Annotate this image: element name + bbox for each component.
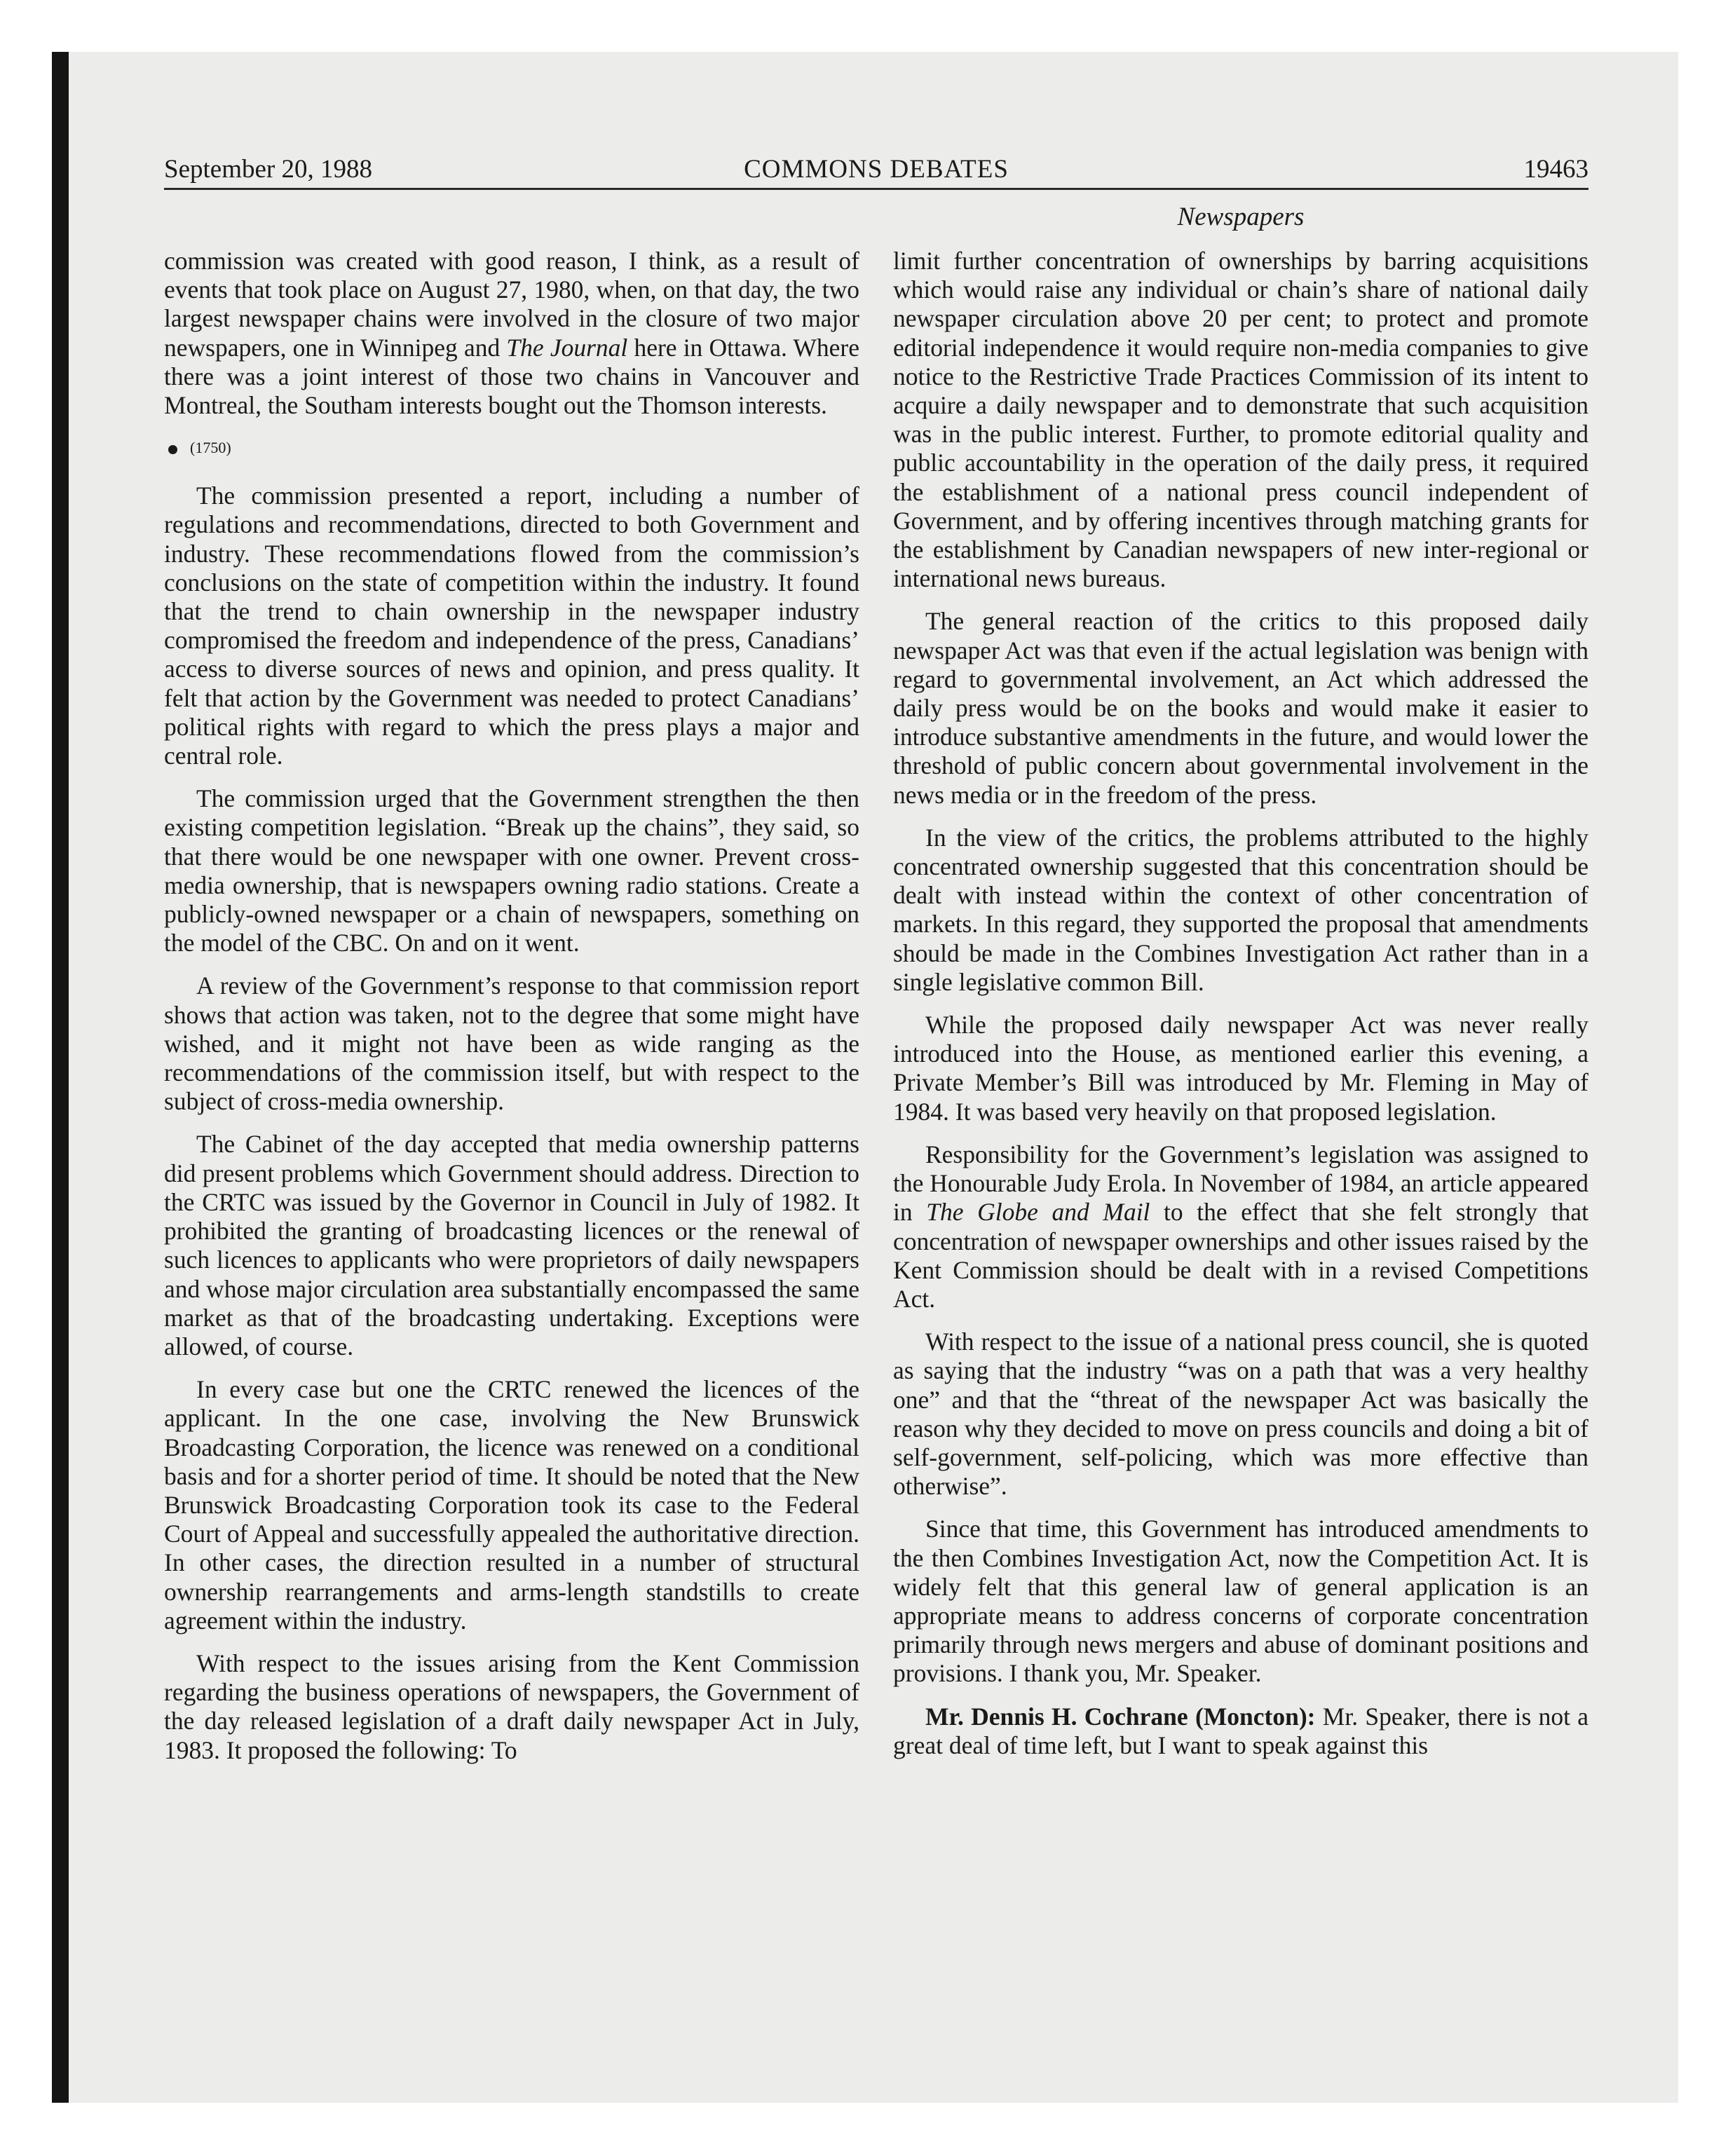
speaker-name: Mr. Dennis H. Cochrane (Moncton): <box>925 1702 1316 1731</box>
right-paragraph-7: Since that time, this Government has introduced amendments to the then Combines Investigation Act, now the Competition Act. It is widely felt that this general law of general application is an appropriate means to address concerns of corporate concentration primarily through news mergers and abuse of dominant positions and provisions. I thank you, Mr. Speaker. <box>893 1515 1588 1688</box>
text-run: to the effect that she felt strongly that concentration of newspaper ownerships and other issues raised by the Kent Commission should be dealt with in a revised Competitions Act. <box>893 1198 1588 1313</box>
page-header <box>164 151 1588 190</box>
right-paragraph-6: With respect to the issue of a national press council, she is quoted as saying that the industry “was on a path that was a very healthy one” and that the “threat of the newspaper Act was basically the reason why they decided to move on press councils and doing a bit of self-government, self-policing, which was more effective than otherwise”. <box>893 1328 1588 1501</box>
newspaper-title-italic: The Globe and Mail <box>926 1198 1150 1227</box>
right-paragraph-5 <box>893 1140 1588 1314</box>
scan-border <box>52 52 69 2103</box>
left-paragraph-7: With respect to the issues arising from the Kent Commission regarding the business operations of newspapers, the Government of the day released legislation of a draft daily newspaper Act in July, 1983. It proposed the following: To <box>164 1649 859 1764</box>
bullet-icon <box>168 445 177 454</box>
text-run: here in Ottawa. Where there was a joint interest of those two chains in Vancouver and Montreal, the Southam interests bought out the Thomson interests. <box>164 333 859 420</box>
left-column <box>164 247 859 1779</box>
right-paragraph-2: The general reaction of the critics to this proposed daily newspaper Act was that even if the actual legislation was benign with regard to governmental involvement, an Act which addressed the daily press would be on the books and would make it easier to introduce substantive amendments in the future, and would lower the threshold of public concern about governmental involvement in the news media or in the freedom of the press. <box>893 607 1588 809</box>
left-paragraph-2: The commission presented a report, including a number of regulations and recommendations, directed to both Government and industry. These recommendations flowed from the commission’s conclusions on the state of competition within the industry. It found that the trend to chain ownership in the newspaper industry compromised the freedom and independence of the press, Canadians’ access to diverse sources of news and opinion, and press quality. It felt that action by the Government was needed to protect Canadians’ political rights with regard to which the press plays a major and central role. <box>164 482 859 770</box>
left-paragraph-6: In every case but one the CRTC renewed the licences of the applicant. In the one case, involving the New Brunswick Broadcasting Corporation, the licence was renewed on a conditional basis and for a shorter period of time. It should be noted that the New Brunswick Broadcasting Corporation took its case to the Federal Court of Appeal and successfully appealed the authoritative direction. In other cases, the direction resulted in a number of structural ownership rearrangements and arms-length standstills to create agreement within the industry. <box>164 1375 859 1635</box>
left-paragraph-3: The commission urged that the Government strengthen the then existing competition legislation. “Break up the chains”, they said, so that there would be one newspaper with one owner. Prevent cross-media ownership, that is newspapers owning radio stations. Create a publicly-owned newspaper or a chain of newspapers, something on the model of the CBC. On and on it went. <box>164 784 859 957</box>
right-paragraph-8 <box>893 1703 1588 1760</box>
newspaper-title-italic: The Journal <box>506 333 628 362</box>
header-journal-title: COMMONS DEBATES <box>744 155 1009 184</box>
left-paragraph-5: The Cabinet of the day accepted that media ownership patterns did present problems which Government should address. Direction to the CRTC was issued by the Governor in Council in July of 1982. It prohibited the granting of broadcasting licences or the renewal of such licences to applicants who were proprietors of daily newspapers and whose major circulation area substantially encompassed the same market as that of the broadcasting undertaking. Exceptions were allowed, of course. <box>164 1130 859 1360</box>
time-marker <box>164 434 859 462</box>
text-run: commission was created with good reason, I think, as a result of events that took place on August 27, 1980, when, on that day, the two largest newspaper chains were involved in the closure of two major newspapers, one in Winnipeg and <box>164 247 859 362</box>
section-title: Newspapers <box>1177 203 1305 231</box>
right-paragraph-1: limit further concentration of ownerships by barring acquisitions which would raise any individual or chain’s share of national daily newspaper circulation above 20 per cent; to protect and promote editorial independence it would require non-media companies to give notice to the Restrictive Trade Practices Commission of its intent to acquire a daily newspaper and to demonstrate that such acquisition was in the public interest. Further, to promote editorial quality and public accountability in the operation of the daily press, it required the establishment of a national press council independent of Government, and by offering incentives through matching grants for the establishment by Canadian newspapers of new inter-regional or international news bureaus. <box>893 247 1588 593</box>
right-paragraph-4: While the proposed daily newspaper Act was never really introduced into the House, as mentioned earlier this evening, a Private Member’s Bill was introduced by Mr. Fleming in May of 1984. It was based very heavily on that proposed legislation. <box>893 1011 1588 1126</box>
header-date: September 20, 1988 <box>164 155 372 184</box>
left-paragraph-4: A review of the Government’s response to that commission report shows that action was taken, not to the degree that some might have wished, and it might not have been as wide ranging as the recommendations of the commission itself, but with respect to the subject of cross-media ownership. <box>164 971 859 1116</box>
right-column <box>893 247 1588 1774</box>
header-page-number: 19463 <box>1523 155 1588 184</box>
text-run: Responsibility for the Government’s legislation was assigned to the Honourable Judy Erola. In November of 1984, an article appeared in <box>893 1140 1588 1227</box>
time-marker-text: (1750) <box>190 439 231 457</box>
text-run: Mr. Speaker, there is not a great deal of time left, but I want to speak against this <box>893 1702 1589 1759</box>
right-paragraph-3: In the view of the critics, the problems attributed to the highly concentrated ownership suggested that this concentration should be dealt with instead within the context of other concentration of markets. In this regard, they supported the proposal that amendments should be made in the Combines Investigation Act rather than in a single legislative common Bill. <box>893 823 1588 996</box>
left-paragraph-1 <box>164 247 859 420</box>
